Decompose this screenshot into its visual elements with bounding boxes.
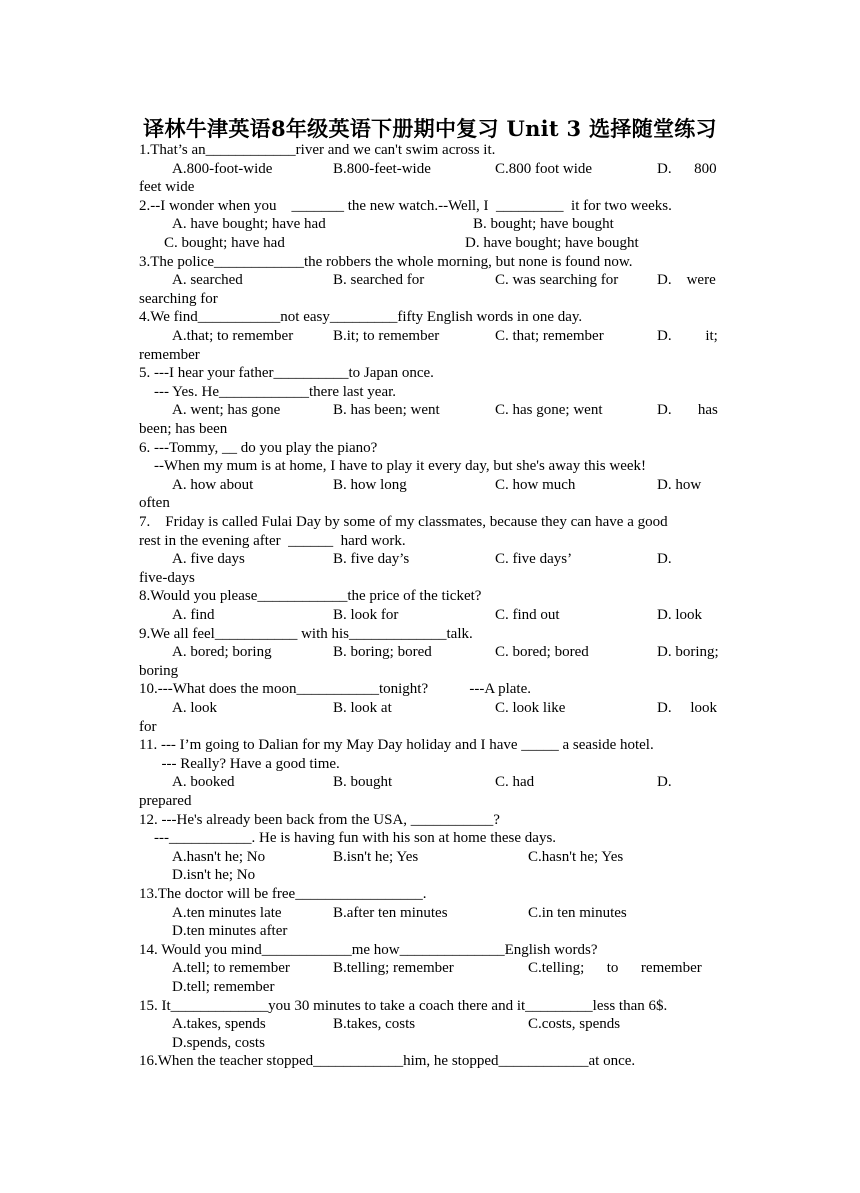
question-10-stem: 10.---What does the moon___________tonight? ---A plate. (139, 681, 532, 698)
question-14-continuation-1: D.tell; remember (172, 979, 275, 995)
question-4-option-b: B.it; to remember (333, 328, 440, 344)
question-2-option-a: A. have bought; have had (172, 216, 326, 233)
question-10-option-c: C. look like (495, 700, 566, 716)
question-7-option-a: A. five days (172, 551, 245, 568)
question-16-stem: 16.When the teacher stopped____________him, he stopped____________at once. (139, 1053, 636, 1070)
question-7-line-1: rest in the evening after ______ hard work. (139, 532, 406, 549)
question-14-stem: 14. Would you mind____________me how______________English words? (139, 941, 598, 958)
question-10-option-b: B. look at (333, 700, 392, 716)
question-1-option-d: D. 800 (657, 160, 717, 177)
question-8-option-a: A. find (172, 607, 215, 623)
question-3-option-d: D. were (657, 272, 716, 289)
question-4-stem: 4.We find___________not easy_________fifty English words in one day. (139, 309, 583, 326)
question-1-continuation-1: feet wide (139, 179, 195, 196)
question-1-options (139, 160, 722, 178)
question-2-option-b: B. bought; have bought (473, 216, 614, 233)
question-13-continuation-1: D.ten minutes after (172, 923, 288, 940)
question-8-option-b: B. look for (333, 607, 399, 623)
question-13-stem: 13.The doctor will be free_________________. (139, 886, 427, 902)
question-14-option-a: A.tell; to remember (172, 960, 290, 977)
question-15-stem: 15. It_____________you 30 minutes to take a coach there and it_________less than 6$. (139, 997, 668, 1014)
question-14-option-b: B.telling; remember (333, 960, 454, 977)
question-5-continuation-1: been; has been (139, 421, 228, 437)
question-7-continuation-1: five-days (139, 569, 195, 586)
question-15-option-a: A.takes, spends (172, 1016, 266, 1033)
question-12-stem: 12. ---He's already been back from the USA, ___________? (139, 811, 500, 828)
question-1-stem: 1.That’s an____________river and we can't swim across it. (139, 142, 496, 158)
question-4-option-d: D. it; (657, 328, 718, 344)
question-12-option-a: A.hasn't he; No (172, 848, 266, 865)
question-13-option-c: C.in ten minutes (528, 904, 627, 921)
question-4-option-a: A.that; to remember (172, 328, 294, 344)
question-5-line-1: --- Yes. He____________there last year. (139, 383, 397, 400)
question-12-continuation-1: D.isn't he; No (172, 867, 256, 884)
question-9-continuation-1: boring (139, 662, 179, 679)
question-11-stem: 11. --- I’m going to Dalian for my May Day holiday and I have _____ a seaside hotel. (139, 737, 654, 754)
question-6-continuation-1: often (139, 495, 170, 512)
question-10-options (139, 699, 722, 717)
question-12-option-b: B.isn't he; Yes (333, 848, 419, 865)
question-6-option-d: D. how (657, 476, 702, 493)
question-6-options (139, 476, 722, 494)
question-1-option-b: B.800-feet-wide (333, 160, 431, 177)
question-8-stem: 8.Would you please____________the price of the ticket? (139, 588, 482, 605)
question-11-continuation-1: prepared (139, 793, 192, 809)
question-8-option-d: D. look (657, 607, 702, 623)
question-8-option-c: C. find out (495, 607, 560, 623)
question-4-options (139, 327, 722, 345)
question-6-option-b: B. how long (333, 476, 407, 493)
question-3-option-a: A. searched (172, 272, 243, 289)
question-2-options-row-2 (139, 234, 722, 252)
question-6-line-1: --When my mum is at home, I have to play it every day, but she's away this week! (139, 458, 647, 475)
question-14-options (139, 959, 722, 977)
question-11-options (139, 773, 722, 791)
question-12-option-c: C.hasn't he; Yes (528, 848, 624, 865)
question-3-stem: 3.The police____________the robbers the whole morning, but none is found now. (139, 253, 633, 270)
question-5-option-d: D. has (657, 402, 718, 419)
page-title: 译林牛津英语8年级英语下册期中复习 Unit 3 选择随堂练习 (143, 116, 717, 141)
question-6-option-c: C. how much (495, 476, 576, 493)
question-7-option-c: C. five days’ (495, 551, 573, 568)
question-9-stem: 9.We all feel___________ with his_____________talk. (139, 625, 473, 642)
question-5-stem: 5. ---I hear your father__________to Japan once. (139, 365, 434, 382)
question-11-option-d: D. (657, 774, 672, 791)
question-7-options (139, 550, 722, 568)
question-2-options (139, 215, 722, 233)
question-3-continuation-1: searching for (139, 290, 218, 307)
question-4-continuation-1: remember (139, 346, 200, 363)
question-13-options (139, 904, 722, 922)
question-15-option-b: B.takes, costs (333, 1016, 416, 1033)
question-2-option-d: D. have bought; have bought (465, 235, 639, 251)
question-1-option-c: C.800 foot wide (495, 160, 593, 177)
question-15-continuation-1: D.spends, costs (172, 1034, 265, 1051)
question-10-continuation-1: for (139, 718, 157, 735)
question-10-option-d: D. look (657, 700, 717, 716)
question-15-options (139, 1015, 722, 1033)
question-3-options (139, 271, 722, 289)
question-5-option-c: C. has gone; went (495, 402, 603, 419)
question-6-stem: 6. ---Tommy, __ do you play the piano? (139, 439, 378, 456)
question-7-option-b: B. five day’s (333, 551, 410, 568)
question-7-option-d: D. (657, 551, 672, 568)
question-11-option-a: A. booked (172, 774, 235, 791)
question-12-line-1: ---___________. He is having fun with his son at home these days. (139, 830, 557, 847)
question-2-stem: 2.--I wonder when you _______ the new watch.--Well, I _________ it for two weeks. (139, 197, 672, 214)
question-7-stem: 7. Friday is called Fulai Day by some of my classmates, because they can have a good (139, 514, 668, 530)
question-5-option-a: A. went; has gone (172, 402, 281, 419)
question-13-option-a: A.ten minutes late (172, 904, 282, 921)
question-3-option-b: B. searched for (333, 272, 425, 289)
question-12-options (139, 848, 722, 866)
question-8-options (139, 606, 722, 624)
question-9-option-a: A. bored; boring (172, 644, 272, 661)
question-15-option-c: C.costs, spends (528, 1016, 621, 1033)
question-5-options (139, 401, 722, 419)
question-14-option-c: C.telling; to remember (528, 960, 702, 977)
question-9-options (139, 643, 722, 661)
question-5-option-b: B. has been; went (333, 402, 440, 419)
question-3-option-c: C. was searching for (495, 272, 619, 289)
question-11-option-b: B. bought (333, 774, 393, 791)
question-11-line-1: --- Really? Have a good time. (139, 755, 340, 772)
question-4-option-c: C. that; remember (495, 328, 604, 344)
question-11-option-c: C. had (495, 774, 535, 791)
question-9-option-b: B. boring; bored (333, 644, 432, 661)
question-13-option-b: B.after ten minutes (333, 904, 448, 921)
question-9-option-d: D. boring; (657, 644, 719, 661)
question-6-option-a: A. how about (172, 476, 254, 493)
question-2-option-c: C. bought; have had (164, 235, 285, 251)
question-9-option-c: C. bored; bored (495, 644, 589, 661)
question-10-option-a: A. look (172, 700, 217, 716)
question-1-option-a: A.800-foot-wide (172, 160, 273, 177)
